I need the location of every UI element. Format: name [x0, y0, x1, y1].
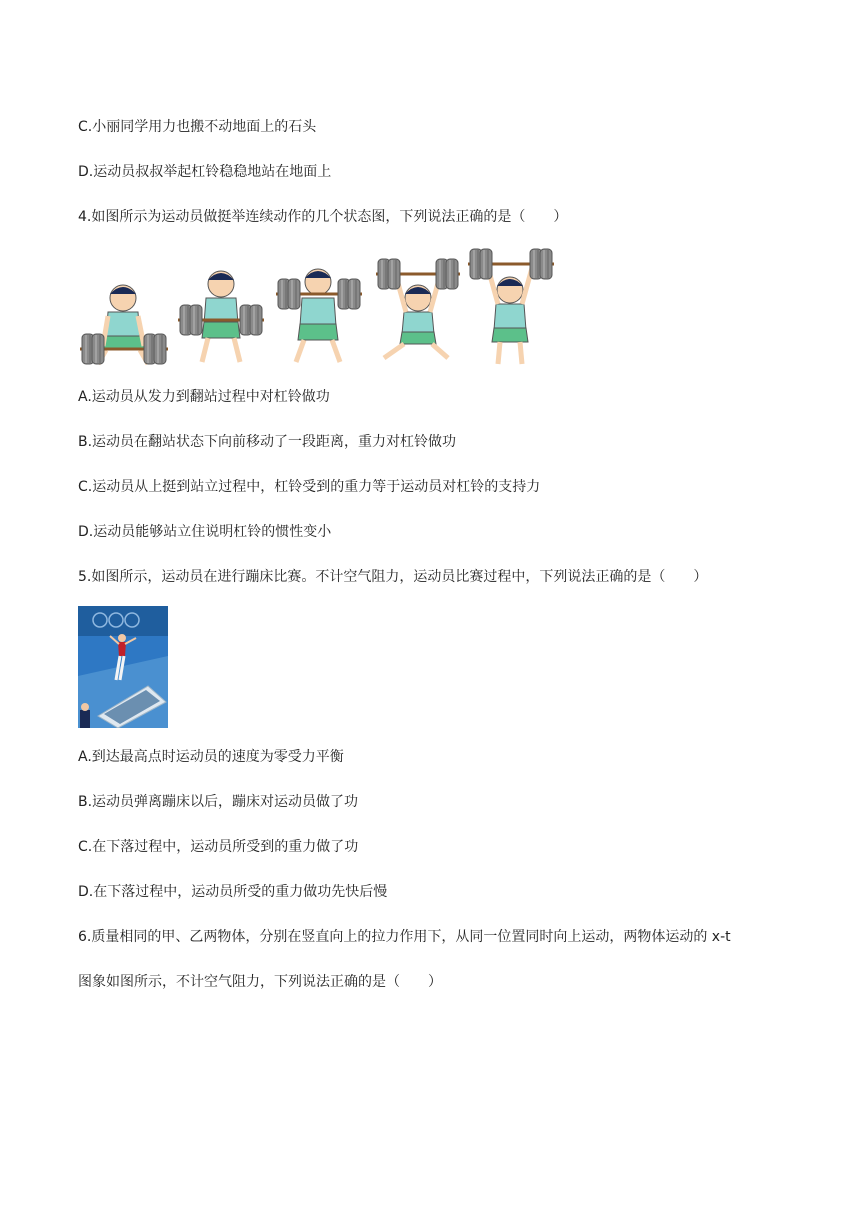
lifter-pose-4 [376, 259, 460, 358]
option-3c: C.小丽同学用力也搬不动地面上的石头 [78, 119, 317, 135]
lifter-pose-2 [178, 271, 264, 362]
option-5a: A.到达最高点时运动员的速度为零受力平衡 [78, 749, 344, 765]
trampoline-photo [78, 606, 168, 728]
weightlifting-sequence-figure [78, 246, 562, 370]
option-5d: D.在下落过程中，运动员所受的重力做功先快后慢 [78, 884, 388, 900]
option-4d: D.运动员能够站立住说明杠铃的惯性变小 [78, 524, 332, 540]
lifter-pose-3 [276, 269, 362, 362]
lifter-pose-1 [80, 285, 168, 364]
lifter-pose-5 [468, 249, 554, 364]
option-4b: B.运动员在翻站状态下向前移动了一段距离，重力对杠铃做功 [78, 434, 457, 450]
option-4a: A.运动员从发力到翻站过程中对杠铃做功 [78, 389, 330, 405]
question-5: 5.如图所示，运动员在进行蹦床比赛。不计空气阻力，运动员比赛过程中，下列说法正确的是（ ） [78, 569, 708, 585]
question-4: 4.如图所示为运动员做挺举连续动作的几个状态图，下列说法正确的是（ ） [78, 209, 568, 225]
option-5b: B.运动员弹离蹦床以后，蹦床对运动员做了功 [78, 794, 359, 810]
option-3d: D.运动员叔叔举起杠铃稳稳地站在地面上 [78, 164, 332, 180]
option-5c: C.在下落过程中，运动员所受到的重力做了功 [78, 839, 359, 855]
question-6-line-1: 6.质量相同的甲、乙两物体，分别在竖直向上的拉力作用下，从同一位置同时向上运动，两物体运动的 x-t [78, 929, 731, 945]
option-4c: C.运动员从上挺到站立过程中，杠铃受到的重力等于运动员对杠铃的支持力 [78, 479, 541, 495]
question-6-line-2: 图象如图所示，不计空气阻力，下列说法正确的是（ ） [78, 974, 442, 990]
